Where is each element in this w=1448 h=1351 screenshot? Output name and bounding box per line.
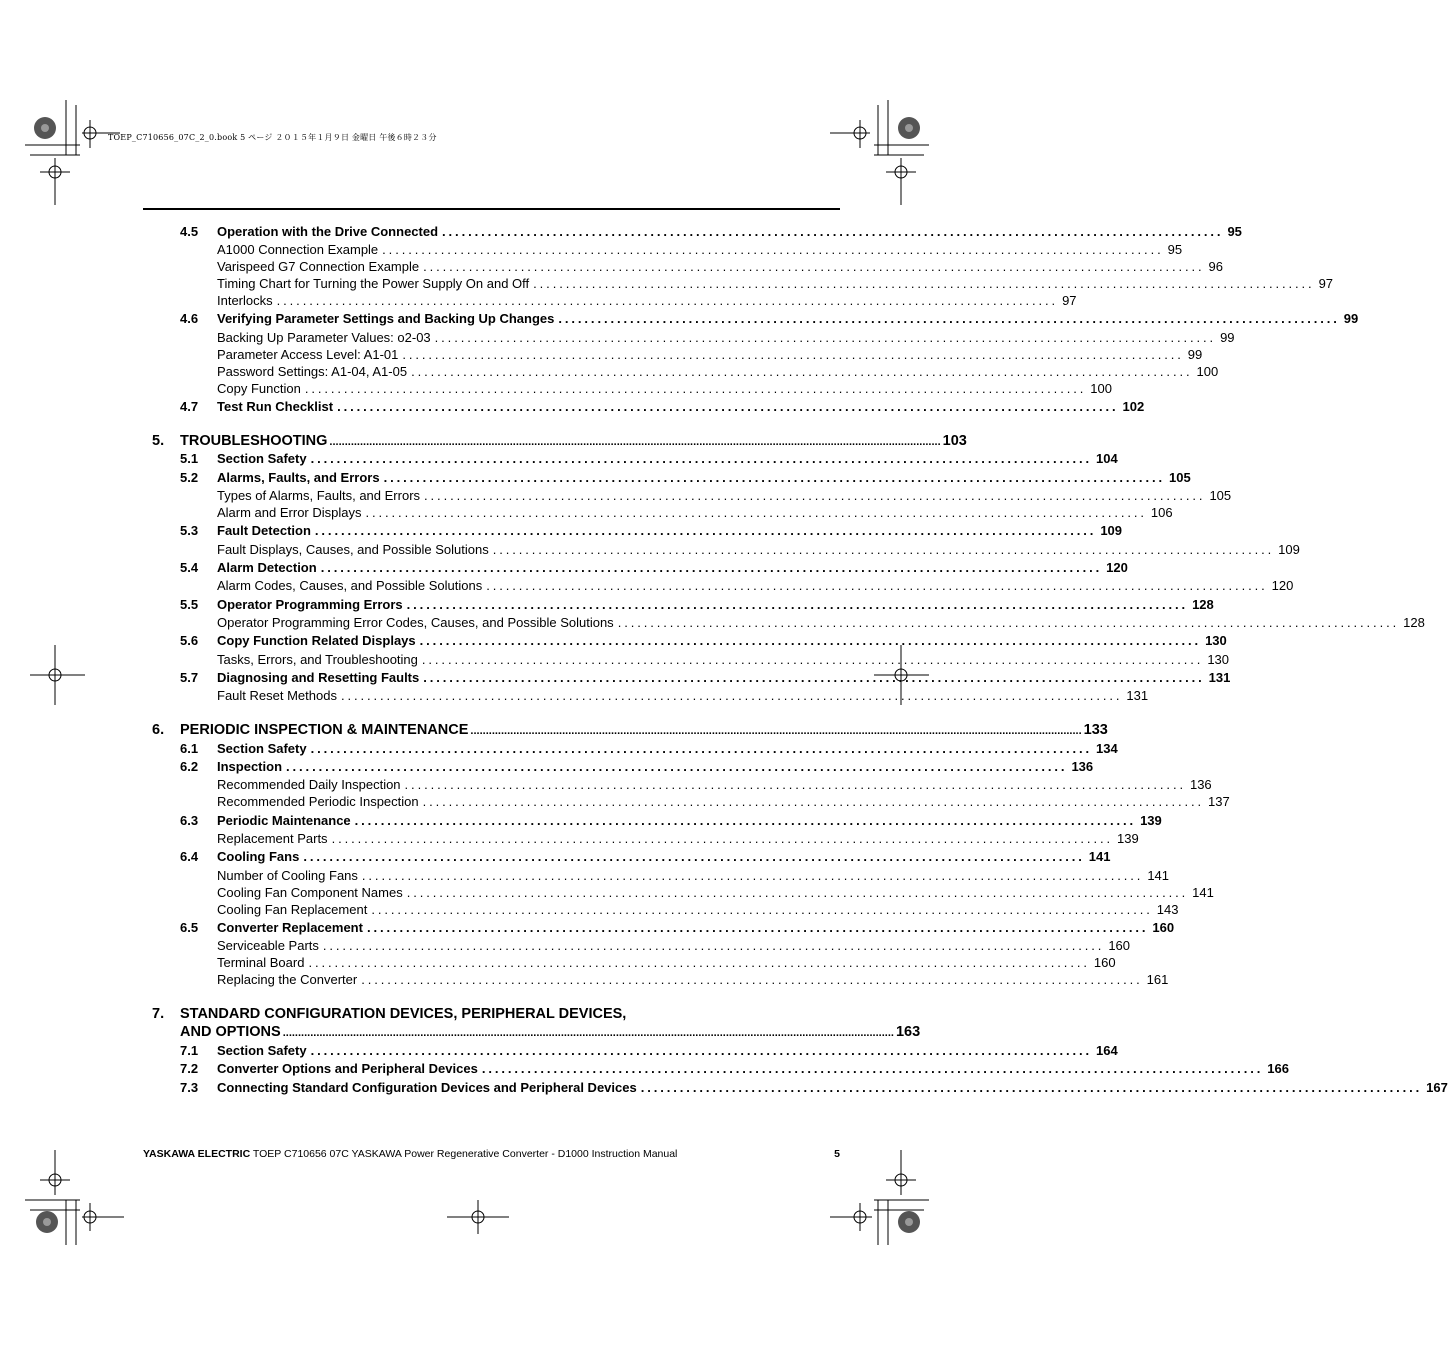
toc-section-entry[interactable] xyxy=(217,812,1162,830)
toc-entry-title: Converter Replacement xyxy=(217,920,363,935)
toc-entry-title: Replacement Parts xyxy=(217,831,328,846)
toc-entry-title: Inspection xyxy=(217,759,283,774)
toc-leader-dots: ........................................................................................................................ xyxy=(423,670,1205,685)
toc-page-number: 143 xyxy=(1156,902,1179,917)
toc-page-number: 120 xyxy=(1106,560,1128,575)
toc-page-number: 160 xyxy=(1108,938,1131,953)
toc-leader-dots: ........................................................................................................................ xyxy=(310,1043,1093,1058)
toc-leader-dots: ........................................................................................................................ xyxy=(354,813,1137,828)
toc-page-number: 133 xyxy=(1083,722,1108,738)
toc-entry-title: Cooling Fan Component Names xyxy=(217,885,403,900)
toc-entry-number: 6. xyxy=(152,722,165,738)
toc-entry-title: Section Safety xyxy=(217,741,307,756)
toc-entry-number: 6.5 xyxy=(180,920,199,935)
toc-page-number: 105 xyxy=(1168,470,1191,485)
toc-section-entry[interactable] xyxy=(217,522,1123,540)
toc-entry-number: 5.5 xyxy=(180,597,199,612)
toc-page-number: 160 xyxy=(1152,920,1175,935)
toc-leader-dots: ........................................................................................................................ xyxy=(492,542,1275,557)
toc-subsection-entry xyxy=(217,614,1425,632)
toc-page-number: 130 xyxy=(1207,652,1230,667)
toc-page-number: 163 xyxy=(895,1024,921,1040)
toc-leader-dots: ........................................................................................................................ xyxy=(314,523,1097,538)
toc-subsection-entry xyxy=(217,241,1183,259)
toc-leader-dots: ........................................................................................................................ xyxy=(558,311,1340,326)
toc-leader-dots: ........................................................................................................................ xyxy=(371,902,1153,917)
toc-page-number: 137 xyxy=(1208,794,1230,809)
toc-subsection-entry xyxy=(217,292,1077,310)
toc-leader-dots: ........................................................................................................................ xyxy=(310,451,1093,466)
toc-subsection-entry xyxy=(217,954,1116,972)
toc-section-entry[interactable] xyxy=(217,632,1227,650)
toc-entry-title: Converter Options and Peripheral Devices xyxy=(217,1061,478,1076)
toc-leader-dots: ........................................................................................................................ xyxy=(406,597,1189,612)
toc-entry-title: Operator Programming Errors xyxy=(217,597,403,612)
toc-page-number: 141 xyxy=(1192,885,1214,900)
toc-leader-dots: ........................................................................................................................ xyxy=(424,488,1206,503)
toc-leader-dots: ........................................................................................................................ xyxy=(320,560,1103,575)
toc-leader-dots: ........................................................................................................................ xyxy=(337,399,1119,414)
print-job-info: TOEP_C710656_07C_2_0.book 5 ページ ２０１５年１月９日 金曜日 午後６時２３分 xyxy=(108,133,437,142)
toc-page-number: 103 xyxy=(942,433,967,449)
toc-leader-dots: ........................................................................................................................ xyxy=(331,831,1113,846)
toc-page-number: 160 xyxy=(1093,955,1116,970)
toc-entry-number: 7.3 xyxy=(180,1080,199,1095)
toc-page-number: 136 xyxy=(1071,759,1094,774)
toc-entry-number: 7.1 xyxy=(180,1043,199,1058)
page-footer xyxy=(143,1148,840,1160)
toc-entry-number: 5.6 xyxy=(180,633,199,648)
toc-entry-title: Alarms, Faults, and Errors xyxy=(217,470,380,485)
toc-leader-dots: ........................................................................................................................ xyxy=(481,1061,1264,1076)
toc-section-entry[interactable] xyxy=(217,740,1118,758)
toc-page-number: 134 xyxy=(1096,741,1118,756)
footer-document-title: TOEP C710656 07C YASKAWA Power Regenerative Converter - D1000 Instruction Manual xyxy=(252,1148,678,1160)
toc-entry-title: Verifying Parameter Settings and Backing Up Changes xyxy=(217,311,555,326)
toc-section-entry[interactable] xyxy=(217,848,1111,866)
toc-page-number: 164 xyxy=(1096,1043,1118,1058)
toc-leader-dots: ........................................................................................................................ xyxy=(404,777,1186,792)
toc-entry-number: 5. xyxy=(152,433,165,449)
toc-entry-title: Tasks, Errors, and Troubleshooting xyxy=(217,652,418,667)
toc-section-entry[interactable] xyxy=(217,1042,1118,1060)
toc-leader-dots: ........................................................................................................................ xyxy=(361,868,1144,883)
toc-leader-dots: ........................................................................................................................ xyxy=(434,330,1217,345)
toc-page-number: 128 xyxy=(1192,597,1214,612)
toc-entry-number: 5.1 xyxy=(180,451,199,466)
toc-section-entry[interactable] xyxy=(217,469,1191,487)
toc-leader-dots: ........................................................................................................................ xyxy=(486,578,1268,593)
toc-subsection-entry xyxy=(217,901,1179,919)
toc-page-number: 131 xyxy=(1126,688,1149,703)
toc-section-entry[interactable] xyxy=(217,310,1359,328)
toc-entry-title: A1000 Connection Example xyxy=(217,242,379,257)
toc-page-number: 141 xyxy=(1147,868,1170,883)
toc-entry-number: 7. xyxy=(152,1006,165,1022)
toc-section-entry[interactable] xyxy=(217,398,1145,416)
toc-subsection-entry xyxy=(217,884,1214,902)
toc-subsection-entry xyxy=(217,776,1212,794)
toc-page-number: 104 xyxy=(1096,451,1118,466)
toc-section-entry[interactable] xyxy=(217,1060,1289,1078)
toc-subsection-entry xyxy=(217,487,1232,505)
toc-entry-title: Connecting Standard Configuration Devices and Peripheral Devices xyxy=(217,1080,637,1095)
toc-subsection-entry xyxy=(217,346,1203,364)
toc-entry-title: Password Settings: A1-04, A1-05 xyxy=(217,364,408,379)
toc-subsection-entry xyxy=(217,363,1219,381)
toc-page-number: 97 xyxy=(1318,276,1334,291)
toc-entry-title: Diagnosing and Resetting Faults xyxy=(217,670,420,685)
toc-page-number: 95 xyxy=(1167,242,1183,257)
toc-entry-title: Parameter Access Level: A1-01 xyxy=(217,347,399,362)
toc-entry-title: Terminal Board xyxy=(217,955,305,970)
toc-page-number: 161 xyxy=(1146,972,1169,987)
toc-leader-dots: ........................................................................................................................ xyxy=(640,1080,1423,1095)
toc-page-number: 99 xyxy=(1187,347,1203,362)
toc-entry-number: 5.7 xyxy=(180,670,199,685)
toc-leader-dots: ........................................................................................................................ xyxy=(366,920,1149,935)
toc-subsection-entry xyxy=(217,830,1139,848)
toc-subsection-entry xyxy=(217,275,1334,293)
toc-leader-dots: ........................................................................................................................ xyxy=(617,615,1400,630)
toc-entry-title: Types of Alarms, Faults, and Errors xyxy=(217,488,421,503)
toc-entry-number: 6.1 xyxy=(180,741,199,756)
toc-subsection-entry xyxy=(217,504,1173,522)
toc-page-number: 96 xyxy=(1208,259,1223,274)
toc-section-entry[interactable] xyxy=(217,596,1214,614)
toc-entry-title: AND OPTIONS xyxy=(180,1024,281,1040)
toc-leader-dots: ........................................................................................................................................................................................................ xyxy=(282,1027,894,1039)
toc-page-number: 100 xyxy=(1196,364,1219,379)
toc-page-number: 97 xyxy=(1062,293,1077,308)
toc-entry-title: Copy Function xyxy=(217,381,301,396)
toc-section-entry[interactable] xyxy=(217,669,1231,687)
toc-entry-title: Copy Function Related Displays xyxy=(217,633,416,648)
toc-entry-number: 6.3 xyxy=(180,813,199,828)
toc-entry-number: 6.2 xyxy=(180,759,199,774)
toc-page-number: 109 xyxy=(1100,523,1123,538)
toc-page-number: 99 xyxy=(1220,330,1235,345)
toc-leader-dots: ........................................................................................................................................................................................................ xyxy=(470,725,1082,737)
toc-leader-dots: ........................................................................................................................ xyxy=(303,849,1085,864)
toc-subsection-entry xyxy=(217,937,1131,955)
toc-section-entry[interactable] xyxy=(217,450,1118,468)
toc-entry-title: Interlocks xyxy=(217,293,273,308)
toc-subsection-entry xyxy=(217,541,1300,559)
toc-page-number: 102 xyxy=(1122,399,1145,414)
toc-entry-number: 4.6 xyxy=(180,311,199,326)
toc-page-number: 139 xyxy=(1140,813,1162,828)
toc-leader-dots: ........................................................................................................................ xyxy=(423,259,1205,274)
toc-leader-dots: ........................................................................................................................ xyxy=(308,955,1090,970)
toc-subsection-entry xyxy=(217,867,1170,885)
toc-page-number: 100 xyxy=(1090,381,1112,396)
toc-entry-number: 5.2 xyxy=(180,470,199,485)
toc-leader-dots: ........................................................................................................................ xyxy=(411,364,1193,379)
toc-entry-title: Fault Displays, Causes, and Possible Solutions xyxy=(217,542,489,557)
toc-entry-title: Section Safety xyxy=(217,451,307,466)
toc-chapter-entry[interactable] xyxy=(180,1022,921,1042)
toc-subsection-entry xyxy=(217,687,1149,705)
toc-entry-number: 4.7 xyxy=(180,399,199,414)
footer-brand: YASKAWA ELECTRIC xyxy=(143,1148,251,1160)
toc-subsection-entry xyxy=(217,793,1230,811)
toc-page-number: 106 xyxy=(1150,505,1173,520)
toc-entry-title: Alarm Codes, Causes, and Possible Solutions xyxy=(217,578,483,593)
toc-subsection-entry xyxy=(217,329,1235,347)
toc-leader-dots: ........................................................................................................................ xyxy=(286,759,1068,774)
toc-leader-dots: ........................................................................................................................ xyxy=(365,505,1147,520)
toc-page-number: 109 xyxy=(1278,542,1300,557)
toc-entry-title: Fault Reset Methods xyxy=(217,688,337,703)
toc-leader-dots: ........................................................................................................................ xyxy=(383,470,1165,485)
page-number: 5 xyxy=(834,1148,840,1160)
toc-entry-title: Operation with the Drive Connected xyxy=(217,224,439,239)
toc-page-number: 131 xyxy=(1208,670,1231,685)
toc-entry-title: Number of Cooling Fans xyxy=(217,868,358,883)
toc-page-number: 141 xyxy=(1088,849,1111,864)
toc-page-number: 130 xyxy=(1205,633,1227,648)
toc-section-entry[interactable] xyxy=(217,758,1094,776)
toc-page-number: 136 xyxy=(1189,777,1212,792)
toc-section-entry[interactable] xyxy=(217,559,1128,577)
toc-entry-title: Recommended Daily Inspection xyxy=(217,777,401,792)
toc-page-number: 166 xyxy=(1267,1061,1289,1076)
toc-leader-dots: ........................................................................................................................ xyxy=(442,224,1224,239)
toc-section-entry[interactable] xyxy=(217,1079,1448,1097)
toc-entry-title: Alarm Detection xyxy=(217,560,317,575)
toc-subsection-entry xyxy=(217,577,1294,595)
toc-leader-dots: ........................................................................................................................ xyxy=(533,276,1315,291)
toc-page-number: 120 xyxy=(1271,578,1294,593)
toc-subsection-entry xyxy=(217,380,1112,398)
toc-entry-number: 4.5 xyxy=(180,224,199,239)
toc-leader-dots: ........................................................................................................................ xyxy=(382,242,1164,257)
toc-entry-title: Replacing the Converter xyxy=(217,972,358,987)
toc-leader-dots: ........................................................................................................................................................................................................ xyxy=(329,436,941,448)
toc-entry-title: Timing Chart for Turning the Power Supply On and Off xyxy=(217,276,530,291)
toc-page-number: 105 xyxy=(1209,488,1232,503)
toc-page-number: 167 xyxy=(1426,1080,1448,1095)
toc-entry-title: Alarm and Error Displays xyxy=(217,505,362,520)
toc-page-number: 139 xyxy=(1116,831,1139,846)
toc-page-number: 99 xyxy=(1343,311,1359,326)
toc-entry-title: Serviceable Parts xyxy=(217,938,319,953)
toc-entry-title: Fault Detection xyxy=(217,523,311,538)
toc-leader-dots: ........................................................................................................................ xyxy=(276,293,1059,308)
toc-subsection-entry xyxy=(217,971,1169,989)
toc-entry-number: 5.4 xyxy=(180,560,199,575)
toc-chapter-entry[interactable] xyxy=(180,720,1108,740)
toc-page-number: 128 xyxy=(1403,615,1425,630)
toc-leader-dots: ........................................................................................................................ xyxy=(304,381,1087,396)
toc-entry-title: STANDARD CONFIGURATION DEVICES, PERIPHERAL DEVICES, xyxy=(180,1006,627,1022)
toc-leader-dots: ........................................................................................................................ xyxy=(402,347,1184,362)
toc-page-number: 95 xyxy=(1227,224,1242,239)
toc-entry-title: Test Run Checklist xyxy=(217,399,334,414)
toc-subsection-entry xyxy=(217,258,1223,276)
toc-entry-title: Varispeed G7 Connection Example xyxy=(217,259,420,274)
toc-section-entry[interactable] xyxy=(217,223,1242,241)
toc-chapter-entry[interactable] xyxy=(180,431,967,451)
toc-subsection-entry xyxy=(217,651,1230,669)
toc-leader-dots: ........................................................................................................................ xyxy=(406,885,1189,900)
toc-entry-title: TROUBLESHOOTING xyxy=(180,433,328,449)
toc-entry-title: PERIODIC INSPECTION & MAINTENANCE xyxy=(180,722,469,738)
toc-entry-title: Periodic Maintenance xyxy=(217,813,351,828)
toc-leader-dots: ........................................................................................................................ xyxy=(340,688,1123,703)
toc-entry-number: 6.4 xyxy=(180,849,199,864)
toc-leader-dots: ........................................................................................................................ xyxy=(419,633,1202,648)
toc-entry-title: Recommended Periodic Inspection xyxy=(217,794,419,809)
toc-entry-title: Section Safety xyxy=(217,1043,307,1058)
toc-section-entry[interactable] xyxy=(217,919,1175,937)
toc-leader-dots: ........................................................................................................................ xyxy=(421,652,1204,667)
toc-entry-number: 7.2 xyxy=(180,1061,199,1076)
toc-leader-dots: ........................................................................................................................ xyxy=(310,741,1093,756)
toc-entry-number: 5.3 xyxy=(180,523,199,538)
toc-leader-dots: ........................................................................................................................ xyxy=(322,938,1105,953)
toc-entry-title: Backing Up Parameter Values: o2-03 xyxy=(217,330,431,345)
toc-chapter-entry[interactable] xyxy=(180,1004,780,1024)
toc-entry-title: Cooling Fan Replacement xyxy=(217,902,368,917)
toc-leader-dots: ........................................................................................................................ xyxy=(422,794,1205,809)
toc-entry-title: Operator Programming Error Codes, Causes, and Possible Solutions xyxy=(217,615,614,630)
toc-leader-dots: ........................................................................................................................ xyxy=(361,972,1143,987)
toc-entry-title: Cooling Fans xyxy=(217,849,300,864)
